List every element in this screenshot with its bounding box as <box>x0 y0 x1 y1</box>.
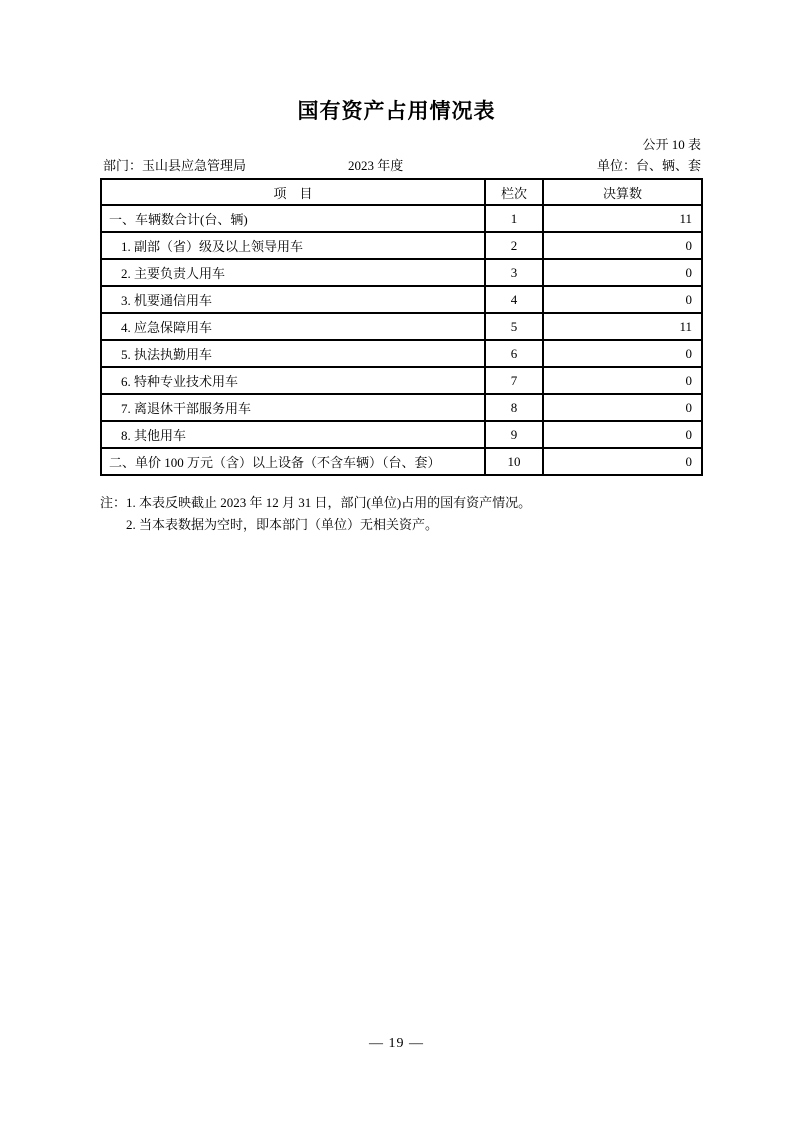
notes-prefix: 注： <box>100 495 127 510</box>
table-row <box>101 313 702 340</box>
row-final-value: 0 <box>543 259 702 286</box>
row-final-value: 11 <box>543 313 702 340</box>
asset-occupancy-table <box>100 178 703 476</box>
row-item-label: 二、单价 100 万元（含）以上设备（不含车辆）（台、套） <box>101 448 485 475</box>
table-meta-row <box>100 156 701 175</box>
row-item-label: 8. 其他用车 <box>101 421 485 448</box>
row-final-value: 0 <box>543 367 702 394</box>
table-header-row <box>101 179 702 205</box>
column-header-column-no: 栏次 <box>485 179 543 205</box>
row-column-number: 9 <box>485 421 543 448</box>
row-final-value: 0 <box>543 286 702 313</box>
row-column-number: 10 <box>485 448 543 475</box>
table-row <box>101 421 702 448</box>
row-final-value: 0 <box>543 394 702 421</box>
row-item-label: 2. 主要负责人用车 <box>101 259 485 286</box>
table-row <box>101 367 702 394</box>
notes-block <box>100 492 701 536</box>
column-header-final-value: 决算数 <box>543 179 702 205</box>
content-area <box>100 137 701 536</box>
row-final-value: 11 <box>543 205 702 232</box>
table-row <box>101 232 702 259</box>
table-row <box>101 394 702 421</box>
row-item-label: 1. 副部（省）级及以上领导用车 <box>101 232 485 259</box>
table-row <box>101 448 702 475</box>
table-row <box>101 259 702 286</box>
department-label: 部门：玉山县应急管理局 <box>103 158 247 173</box>
row-item-label: 4. 应急保障用车 <box>101 313 485 340</box>
fiscal-year-label: 2023 年度 <box>348 158 404 173</box>
row-column-number: 1 <box>485 205 543 232</box>
row-final-value: 0 <box>543 448 702 475</box>
row-item-label: 7. 离退休干部服务用车 <box>101 394 485 421</box>
row-column-number: 7 <box>485 367 543 394</box>
row-item-label: 6. 特种专业技术用车 <box>101 367 485 394</box>
row-column-number: 4 <box>485 286 543 313</box>
row-column-number: 2 <box>485 232 543 259</box>
row-item-label: 3. 机要通信用车 <box>101 286 485 313</box>
row-column-number: 8 <box>485 394 543 421</box>
row-final-value: 0 <box>543 232 702 259</box>
table-code-label: 公开 10 表 <box>642 137 701 152</box>
row-column-number: 5 <box>485 313 543 340</box>
row-item-label: 5. 执法执勤用车 <box>101 340 485 367</box>
table-row <box>101 340 702 367</box>
column-header-item: 项 目 <box>101 179 485 205</box>
table-row <box>101 286 702 313</box>
row-column-number: 3 <box>485 259 543 286</box>
row-item-label: 一、车辆数合计(台、辆) <box>101 205 485 232</box>
note-line: 2. 当本表数据为空时，即本部门（单位）无相关资产。 <box>126 517 439 532</box>
table-row <box>101 205 702 232</box>
unit-label: 单位：台、辆、套 <box>596 158 701 173</box>
row-final-value: 0 <box>543 340 702 367</box>
note-line: 1. 本表反映截止 2023 年 12 月 31 日，部门(单位)占用的国有资产情况。 <box>126 495 532 510</box>
row-final-value: 0 <box>543 421 702 448</box>
page-number: — 19 — <box>369 1036 424 1051</box>
page-title: 国有资产占用情况表 <box>297 100 496 123</box>
notes-lines <box>126 492 701 536</box>
row-column-number: 6 <box>485 340 543 367</box>
